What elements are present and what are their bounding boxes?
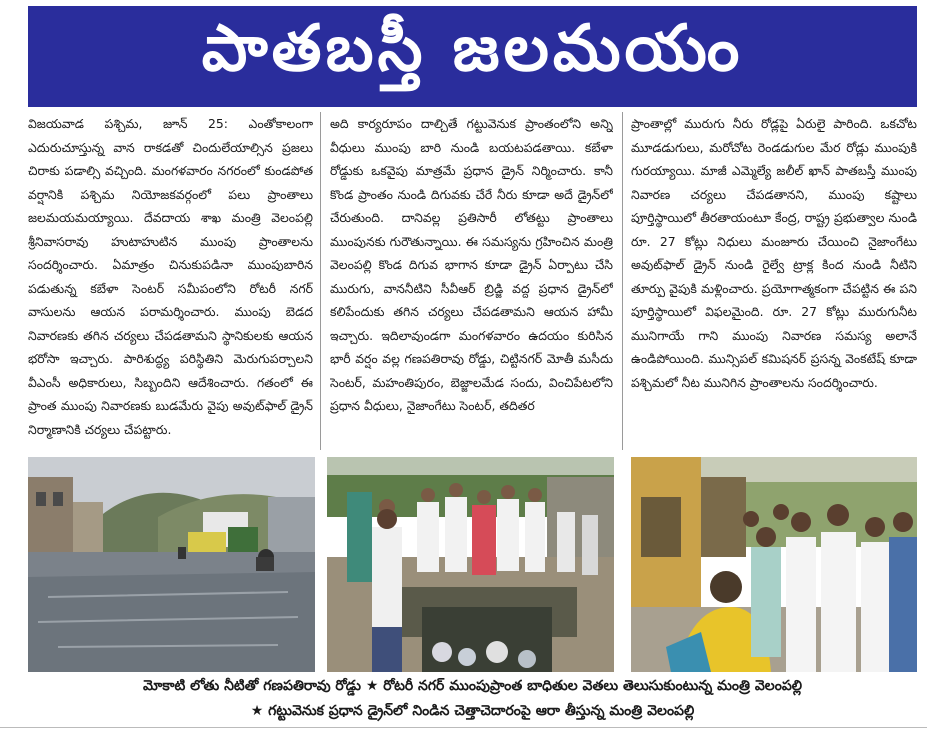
drain-inspection-photo [327, 457, 614, 672]
headline: పాతబస్తీ జలమయం [201, 12, 744, 86]
column-1-text: విజయవాడ పశ్చిమ, జూన్ 25: ఎంతోకాలంగా ఎదురుచూస్తున్న వాన రాకడతో చిందులేయాల్సిన ప్రజలు చిరాకు పడాల్సి వచ్చింది. మంగళవారం నగరంలో కుండపోత వర్షానికి పశ్చిమ నియోజకవర్గంలో పలు ప్రాంతాలు జలమయమయ్యాయి. దేవదాయ శాఖ మంత్రి వెలంపల్లి శ్రీనివాసరావు హుటాహుటిన ముంపు ప్రాంతాలను సందర్శించారు. ఏమాత్రం చినుకుపడినా ముంపుబారిన పడుతున్న కబేళా సెంటర్ సమీపంలోని రోటరీ నగర్ వాసులను ఆయన పరామర్శించారు. ముంపు బెడద నివారణకు తగిన చర్యలు చేపడతామని స్థానికులకు ఆయన భరోసా ఇచ్చారు. పారిశుద్ధ్య పరిస్థితిని మెరుగుపర్చాలని వీఎంసీ అధికారులు, సిబ్బందిని ఆదేశించారు. గతంలో ఈ ప్రాంత ముంపు నివారణకు బుడమేరు వైపు అవుట్‌ఫాల్ డ్రైన్ నిర్మాణానికి చర్యలు చేపట్టారు. [28, 116, 313, 437]
article-column-2 [330, 112, 613, 450]
column-divider [320, 112, 321, 450]
photo-caption-line-1: మోకాటి లోతు నీటితో గణపతిరావు రోడ్డు ★ రోటరీ నగర్ ముంపుప్రాంత బాధితుల వెతలు తెలుసుకుంటున్న మంత్రి వెలంపల్లి [142, 678, 803, 694]
column-3-text: ప్రాంతాల్లో మురుగు నీరు రోడ్లపై ఏరులై పారింది. ఒకచోట మూడడుగులు, మరోచోట రెండడుగుల మేర రోడ్లు ముంపుకి గురయ్యాయి. మాజీ ఎమ్మెల్యే జలీల్ ఖాన్ పాతబస్తీ ముంపు నివారణ చర్యలు చేపడతానని, ముంపు కష్టాలు పూర్తిస్థాయిలో తీరతాయంటూ కేంద్ర, రాష్ట్ర ప్రభుత్వాల నుండి రూ. 27 కోట్లు నిధులు మంజూరు చేయించి నైజాంగేటు అవుట్‌ఫాల్ డ్రైన్ నుండి రైల్వే ట్రాక్ల కింద నుండి నీటిని తూర్పు వైపుకి మళ్లించారు. ప్రయోగాత్మకంగా చేపట్టిన ఈ పని పూర్తిస్థాయిలో విఫలమైంది. రూ. 27 కోట్లు మురుగునీట మునిగాయే గాని ముంపు నివారణ సమస్య అలానే ఉండిపోయింది. మున్సిపల్ కమిషనర్ ప్రసన్న వెంకటేష్ కూడా పశ్చిమలో నీట మునిగిన ప్రాంతాలను సందర్శించారు. [631, 116, 917, 390]
column-2-text: అది కార్యరూపం దాల్చితే గట్టువెనుక ప్రాంతంలోని అన్ని వీధులు ముంపు బారి నుండి బయటపడతాయి. కబేళా రోడ్డుకు ఒకవైపు మాత్రమే ప్రధాన డ్రైన్ నిర్మించారు. కానీ కొండ ప్రాంతం నుండి దిగువకు చేరే నీరు కూడా అదే డ్రైన్‌లో చేరుతుంది. దానివల్ల ప్రతిసారీ లోతట్టు ప్రాంతాలు ముంపునకు గురౌతున్నాయి. ఈ సమస్యను గ్రహించిన మంత్రి వెలంపల్లి కొండ దిగువ భాగాన కూడా డ్రైన్ ఏర్పాటు చేసి మురుగు, వాననీటిని సీవీఆర్ బ్రిడ్జి వద్ద ప్రధాన డ్రైన్‌లో కలిపేందుకు తగిన చర్యలు చేపడతామని ఆయన హామీ ఇచ్చారు. ఇదిలావుండగా మంగళవారం ఉదయం కురిసిన భారీ వర్షం వల్ల గణపతిరావు రోడ్డు, చిట్టినగర్ మోతీ మసీదు సెంటర్, మహంతిపురం, బెజ్జాలమేడ సందు, వించిపేటలోని ప్రధాన వీధులు, నైజాంగేటు సెంటర్, తదితర [330, 116, 613, 413]
flooded-street-photo [28, 457, 315, 672]
photo-caption-line-2: ★ గట్టువెనుక ప్రధాన డ్రైన్‌లో నిండిన చెత్తాచెదారంపై ఆరా తీస్తున్న మంత్రి వెలంపల్లి [250, 703, 695, 719]
article-column-3 [631, 112, 917, 450]
residents-meeting-photo [631, 457, 917, 672]
column-divider [622, 112, 623, 450]
bottom-divider [0, 727, 927, 728]
headline-banner [28, 6, 917, 107]
article-column-1 [28, 112, 313, 450]
